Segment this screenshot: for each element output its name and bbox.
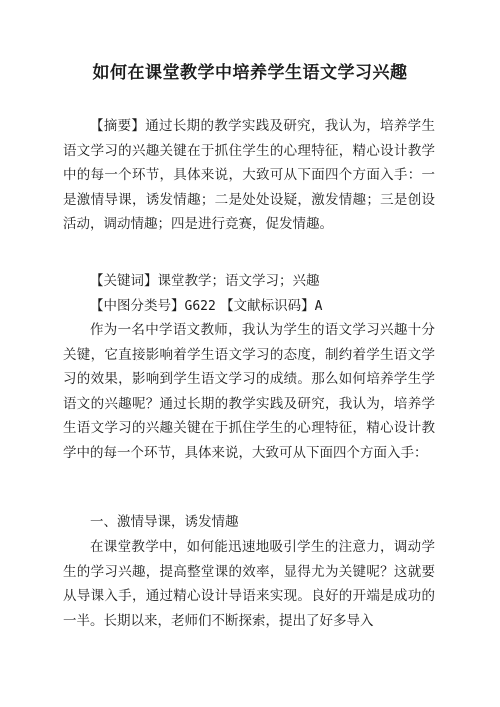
intro-text: 作为一名中学语文教师，我认为学生的语文学习兴趣十分关键，它直接影响着学生语文学习的态度，制约着学生语文学习的效果，影响到学生语文学习的成绩。那么如何培养学生学语文的兴趣呢？通过长期的教学实践及研究，我认为，培养学生语文学习的兴趣关键在于抓住学生的心理特征，精心设计教学中的每一个环节，具体来说，大致可从下面四个方面入手：	[63, 322, 435, 461]
section-heading-text: 一、激情导课，诱发情趣	[90, 514, 239, 530]
classification-text	[63, 294, 435, 320]
document-code: A	[314, 299, 323, 314]
keywords-line	[63, 269, 435, 294]
classification-label: 【中图分类号】	[90, 298, 185, 314]
intro-paragraph	[63, 318, 435, 465]
section-paragraph	[63, 535, 435, 633]
article-title: 如何在课堂教学中培养学生语文学习兴趣	[92, 63, 408, 83]
keywords-text: 【关键词】课堂教学；语文学习；兴趣	[90, 273, 320, 289]
classification-code: G622	[184, 299, 216, 314]
abstract-text: 【摘要】通过长期的教学实践及研究，我认为，培养学生语文学习的兴趣关键在于抓住学生的心理特征，精心设计教学中的每一个环节，具体来说，大致可从下面四个方面入手：一是激情导课，诱发情趣；二是处处设疑，激发情趣；三是创设活动，调动情趣；四是进行竞赛，促发情趣。	[63, 118, 435, 232]
abstract-paragraph	[63, 114, 435, 237]
section-paragraph-text: 在课堂教学中，如何能迅速地吸引学生的注意力，调动学生的学习兴趣，提高整堂课的效率，显得尤为关键呢？这就要从导课入手，通过精心设计导语来实现。良好的开端是成功的一半。长期以来，老师们不断探索，提出了好多导入	[63, 539, 435, 629]
section-heading	[63, 510, 435, 535]
document-code-label: 【文献标识码】	[215, 298, 315, 314]
classification-line	[63, 294, 435, 320]
